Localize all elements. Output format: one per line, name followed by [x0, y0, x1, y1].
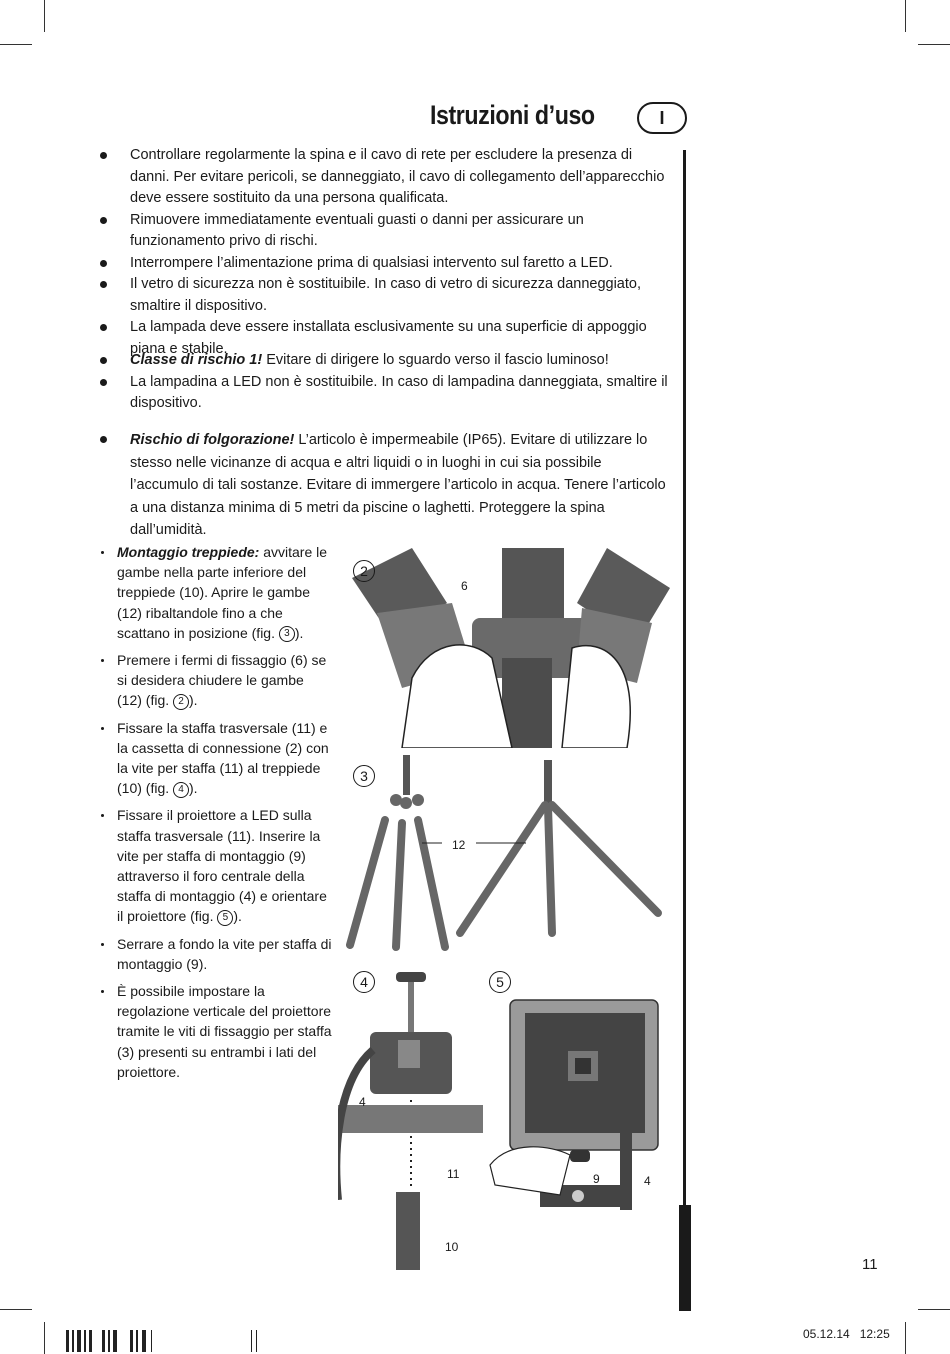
shock-list — [100, 429, 670, 542]
callout-label: 12 — [452, 838, 466, 852]
crop-mark — [0, 1309, 32, 1310]
callout-label: 11 — [447, 1167, 460, 1181]
bullet-bold: Rischio di folgorazione! — [130, 432, 295, 448]
bullet-icon — [100, 217, 107, 224]
callout-label: 4 — [644, 1174, 651, 1188]
step-text-end: ). — [189, 692, 198, 709]
figure-number: 2 — [353, 560, 375, 582]
list-item — [100, 372, 670, 415]
step-item — [100, 805, 332, 926]
callout-label: 10 — [445, 1240, 459, 1254]
vertical-rule-thick — [679, 1205, 691, 1311]
step-text: Serrare a fondo la vite per staffa di montaggio (9). — [117, 935, 332, 972]
bullet-text: Rimuovere immediatamente eventuali guasti o danni per assicurare un funzionamento privo di rischi. — [130, 211, 584, 249]
step-text: Premere i fermi di fissaggio (6) se si desidera chiudere le gambe (12) (fig. — [117, 652, 327, 709]
step-item — [100, 934, 332, 974]
step-text: Fissare la staffa trasversale (11) e la cassetta di connessione (2) con la vite per staffa (11) al treppiede (10) (fig. — [117, 719, 329, 797]
page-title: Istruzioni d’uso — [430, 100, 595, 130]
figure-3-illustration — [340, 755, 680, 955]
bullet-text: Controllare regolarmente la spina e il cavo di rete per escludere la presenza di danni. Per evitare pericoli, se danneggiato, il cavo di collegamento dell’apparecchio deve essere sostituito da una persona qualificata. — [130, 147, 665, 206]
bullet-icon — [100, 379, 107, 386]
bullet-text: Interrompere l’alimentazione prima di qualsiasi intervento sul faretto a LED. — [130, 254, 613, 271]
bullet-icon — [100, 152, 107, 159]
list-item — [100, 145, 670, 210]
list-item — [100, 210, 670, 253]
step-text: Fissare il proiettore a LED sulla staffa trasversale (11). Inserire la vite per staffa di montaggio (9) attraverso il foro centrale della staffa di montaggio (4) e orientare il proiettore (fig. — [117, 807, 327, 925]
print-timestamp: 05.12.14 12:25 — [803, 1327, 890, 1341]
step-bold: Montaggio treppiede: — [117, 544, 260, 560]
step-text-end: ). — [294, 624, 304, 641]
step-text-end: ). — [233, 908, 242, 925]
assembly-steps — [100, 542, 332, 1089]
safety-list — [100, 145, 670, 360]
bullet-text: Evitare di dirigere lo sguardo verso il fascio luminoso! — [262, 352, 609, 368]
page-number: 11 — [862, 1256, 878, 1273]
bullet-icon — [100, 324, 107, 331]
crop-mark — [905, 1322, 906, 1354]
crop-mark — [0, 44, 32, 45]
step-text: È possibile impostare la regolazione verticale del proiettore tramite le viti di fissaggio per staffa (3) presenti su entrambi i lati del proiettore. — [117, 983, 332, 1080]
step-item — [100, 650, 332, 711]
bullet-icon — [101, 551, 104, 554]
bullet-icon — [101, 659, 104, 662]
step-item — [100, 542, 332, 643]
figure-4-illustration — [338, 970, 488, 1270]
crop-mark — [44, 1322, 45, 1354]
figure-number: 3 — [353, 765, 375, 787]
bullet-bold: Classe di rischio 1! — [130, 352, 263, 368]
bullet-icon — [100, 357, 107, 364]
language-badge: I — [637, 102, 687, 134]
bullet-text: La lampada deve essere installata esclusivamente su una superficie di appoggio piana e stabile. — [130, 319, 647, 357]
bullet-icon — [101, 727, 104, 730]
figure-ref: 4 — [173, 782, 189, 798]
figure-number: 5 — [489, 971, 511, 993]
crop-mark — [905, 0, 906, 32]
callout-label: 9 — [593, 1172, 600, 1186]
callout-label: 6 — [461, 579, 468, 593]
list-item — [100, 253, 670, 275]
figure-2-illustration — [352, 548, 670, 748]
step-text-end: ). — [189, 780, 198, 797]
figure-ref: 3 — [279, 626, 295, 642]
vertical-rule — [683, 150, 686, 1208]
list-item — [100, 274, 670, 317]
barcode-graphic — [66, 1330, 266, 1352]
bullet-icon — [101, 990, 104, 993]
list-item — [100, 429, 670, 542]
bullet-icon — [101, 943, 104, 946]
risk-list — [100, 350, 670, 415]
step-text: avvitare le gambe nella parte inferiore del treppiede (10). Aprire le gambe (12) ribaltandole fino a che scattano in posizione (fig. — [117, 544, 328, 641]
bullet-text: L’articolo è impermeabile (IP65). Evitare di utilizzare lo stesso nelle vicinanze di acqua e altri liquidi o in luoghi in cui sia possibile l’accumulo di tali sostanze. Evitare di immergere l’articolo in acqua. Tenere l’articolo a una distanza minima di 5 metri da piscine o laghetti. Proteggere la spina dall’umidità. — [130, 432, 666, 538]
figure-5-illustration — [470, 995, 670, 1225]
bullet-icon — [100, 436, 107, 443]
crop-mark — [44, 0, 45, 32]
bullet-icon — [100, 281, 107, 288]
bullet-text: La lampadina a LED non è sostituibile. In caso di lampadina danneggiata, smaltire il dispositivo. — [130, 373, 668, 411]
crop-mark — [918, 1309, 950, 1310]
list-item — [100, 350, 670, 372]
bullet-text: Il vetro di sicurezza non è sostituibile. In caso di vetro di sicurezza danneggiato, smaltire il dispositivo. — [130, 276, 641, 314]
step-item — [100, 981, 332, 1082]
step-item — [100, 718, 332, 799]
figure-ref: 2 — [173, 694, 189, 710]
bullet-icon — [100, 260, 107, 267]
callout-label: 4 — [359, 1095, 366, 1109]
bullet-icon — [101, 814, 104, 817]
crop-mark — [918, 44, 950, 45]
figure-number: 4 — [353, 971, 375, 993]
figure-ref: 5 — [217, 910, 233, 926]
